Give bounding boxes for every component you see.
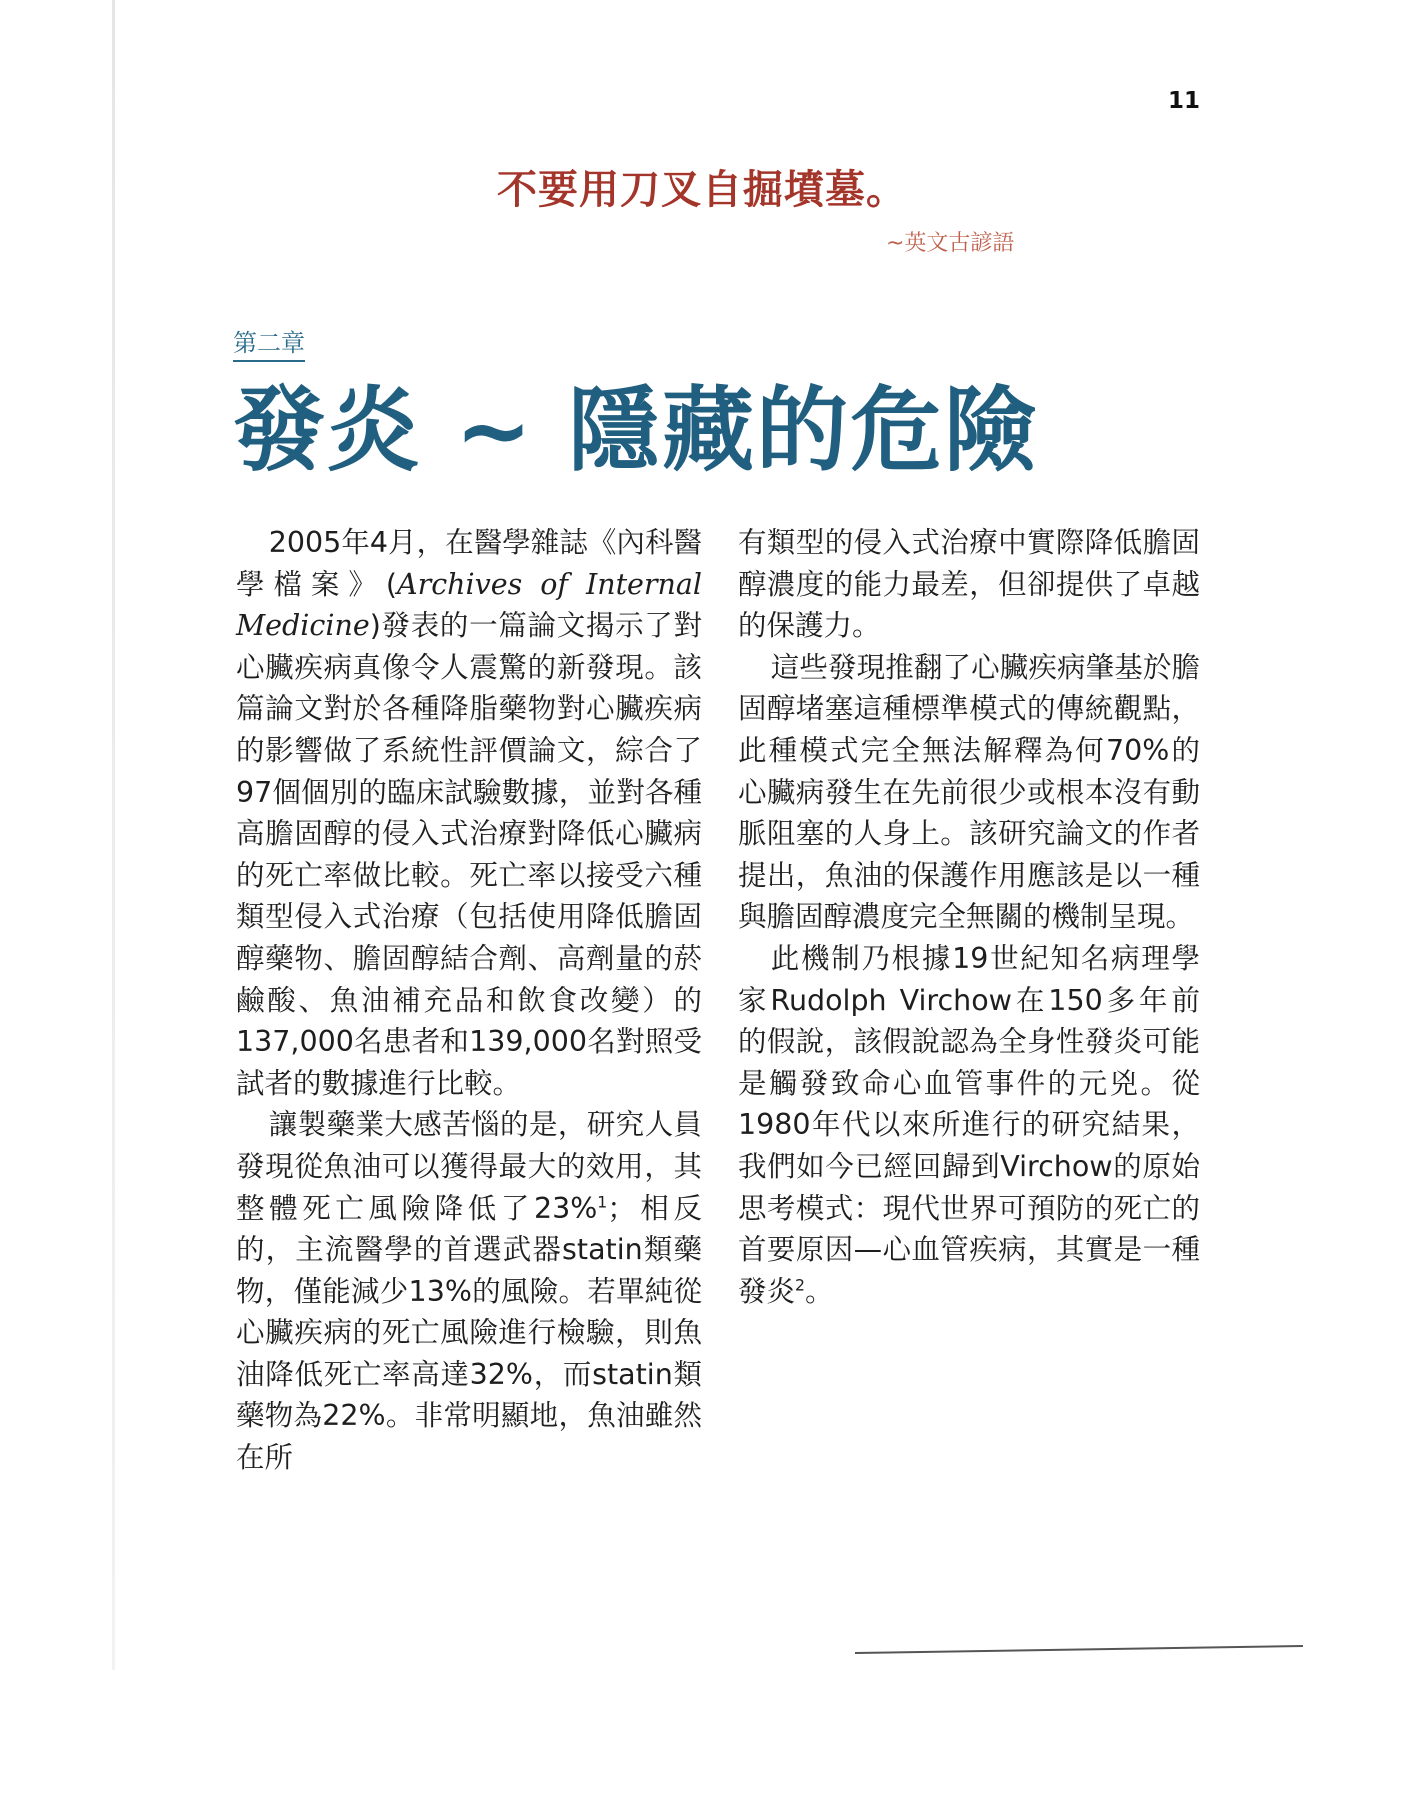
page-edge-shadow: [112, 0, 115, 1670]
paragraph-2: [236, 1104, 702, 1478]
bottom-rule-line: [855, 1645, 1303, 1654]
paragraph-1: [236, 522, 702, 1104]
epigraph-source: ~英文古諺語: [886, 231, 1015, 256]
paragraph-text: 讓製藥業大感苦惱的是，研究人員發現從魚油可以獲得最大的效用，其整體死亡風險降低了23%: [236, 1108, 702, 1225]
footnote-ref: 1: [597, 1192, 608, 1211]
paragraph-2-continued: 有類型的侵入式治療中實際降低膽固醇濃度的能力最差，但卻提供了卓越的保護力。: [738, 526, 1200, 643]
left-column: [236, 522, 702, 1479]
paragraph-text: ；相反的，主流醫學的首選武器statin類藥物，僅能減少13%的風險。若單純從心臟疾病的死亡風險進行檢驗，則魚油降低死亡率高達32%，而statin類藥物為22%。非常明顯地，魚油雖然在所: [236, 1191, 702, 1475]
paragraph-text: 此機制乃根據19世紀知名病理學家Rudolph Virchow在150多年前的假說，該假說認為全身性發炎可能是觸發致命心血管事件的元兇。從1980年代以來所進行的研究結果，我們如今已經回歸到Virchow的原始思考模式：現代世界可預防的死亡的首要原因—心血管疾病，其實是一種發炎: [738, 941, 1200, 1308]
page-number: 11: [1168, 88, 1201, 114]
chapter-label: 第二章: [233, 323, 305, 362]
right-column: [738, 522, 1200, 1312]
chapter-title: 發炎 ~ 隱藏的危險: [233, 377, 1039, 484]
paragraph-text: 。: [804, 1274, 834, 1308]
paragraph-text: 2005年4月，在醫學雜誌《內科醫學檔案》(: [236, 526, 702, 601]
footnote-ref: 2: [795, 1275, 805, 1295]
paragraph-3: 這些發現推翻了心臟疾病肇基於膽固醇堵塞這種標準模式的傳統觀點，此種模式完全無法解釋為何70%的心臟病發生在先前很少或根本沒有動脈阻塞的人身上。該研究論文的作者提出，魚油的保護作用應該是以一種與膽固醇濃度完全無關的機制呈現。: [738, 650, 1200, 934]
epigraph-quote: 不要用刀叉自掘墳墓。: [497, 167, 907, 213]
journal-name-latin: Archives of Internal Medicine: [236, 567, 702, 643]
paragraph-text: )發表的一篇論文揭示了對心臟疾病真像令人震驚的新發現。該篇論文對於各種降脂藥物對心臟疾病的影響做了系統性評價論文，綜合了97個個別的臨床試驗數據，並對各種高膽固醇的侵入式治療對降低心臟病的死亡率做比較。死亡率以接受六種類型侵入式治療（包括使用降低膽固醇藥物、膽固醇結合劑、高劑量的菸鹼酸、魚油補充品和飲食改變）的137,000名患者和139,000名對照受試者的數據進行比較。: [236, 609, 702, 1100]
paragraph-4: [738, 938, 1200, 1312]
